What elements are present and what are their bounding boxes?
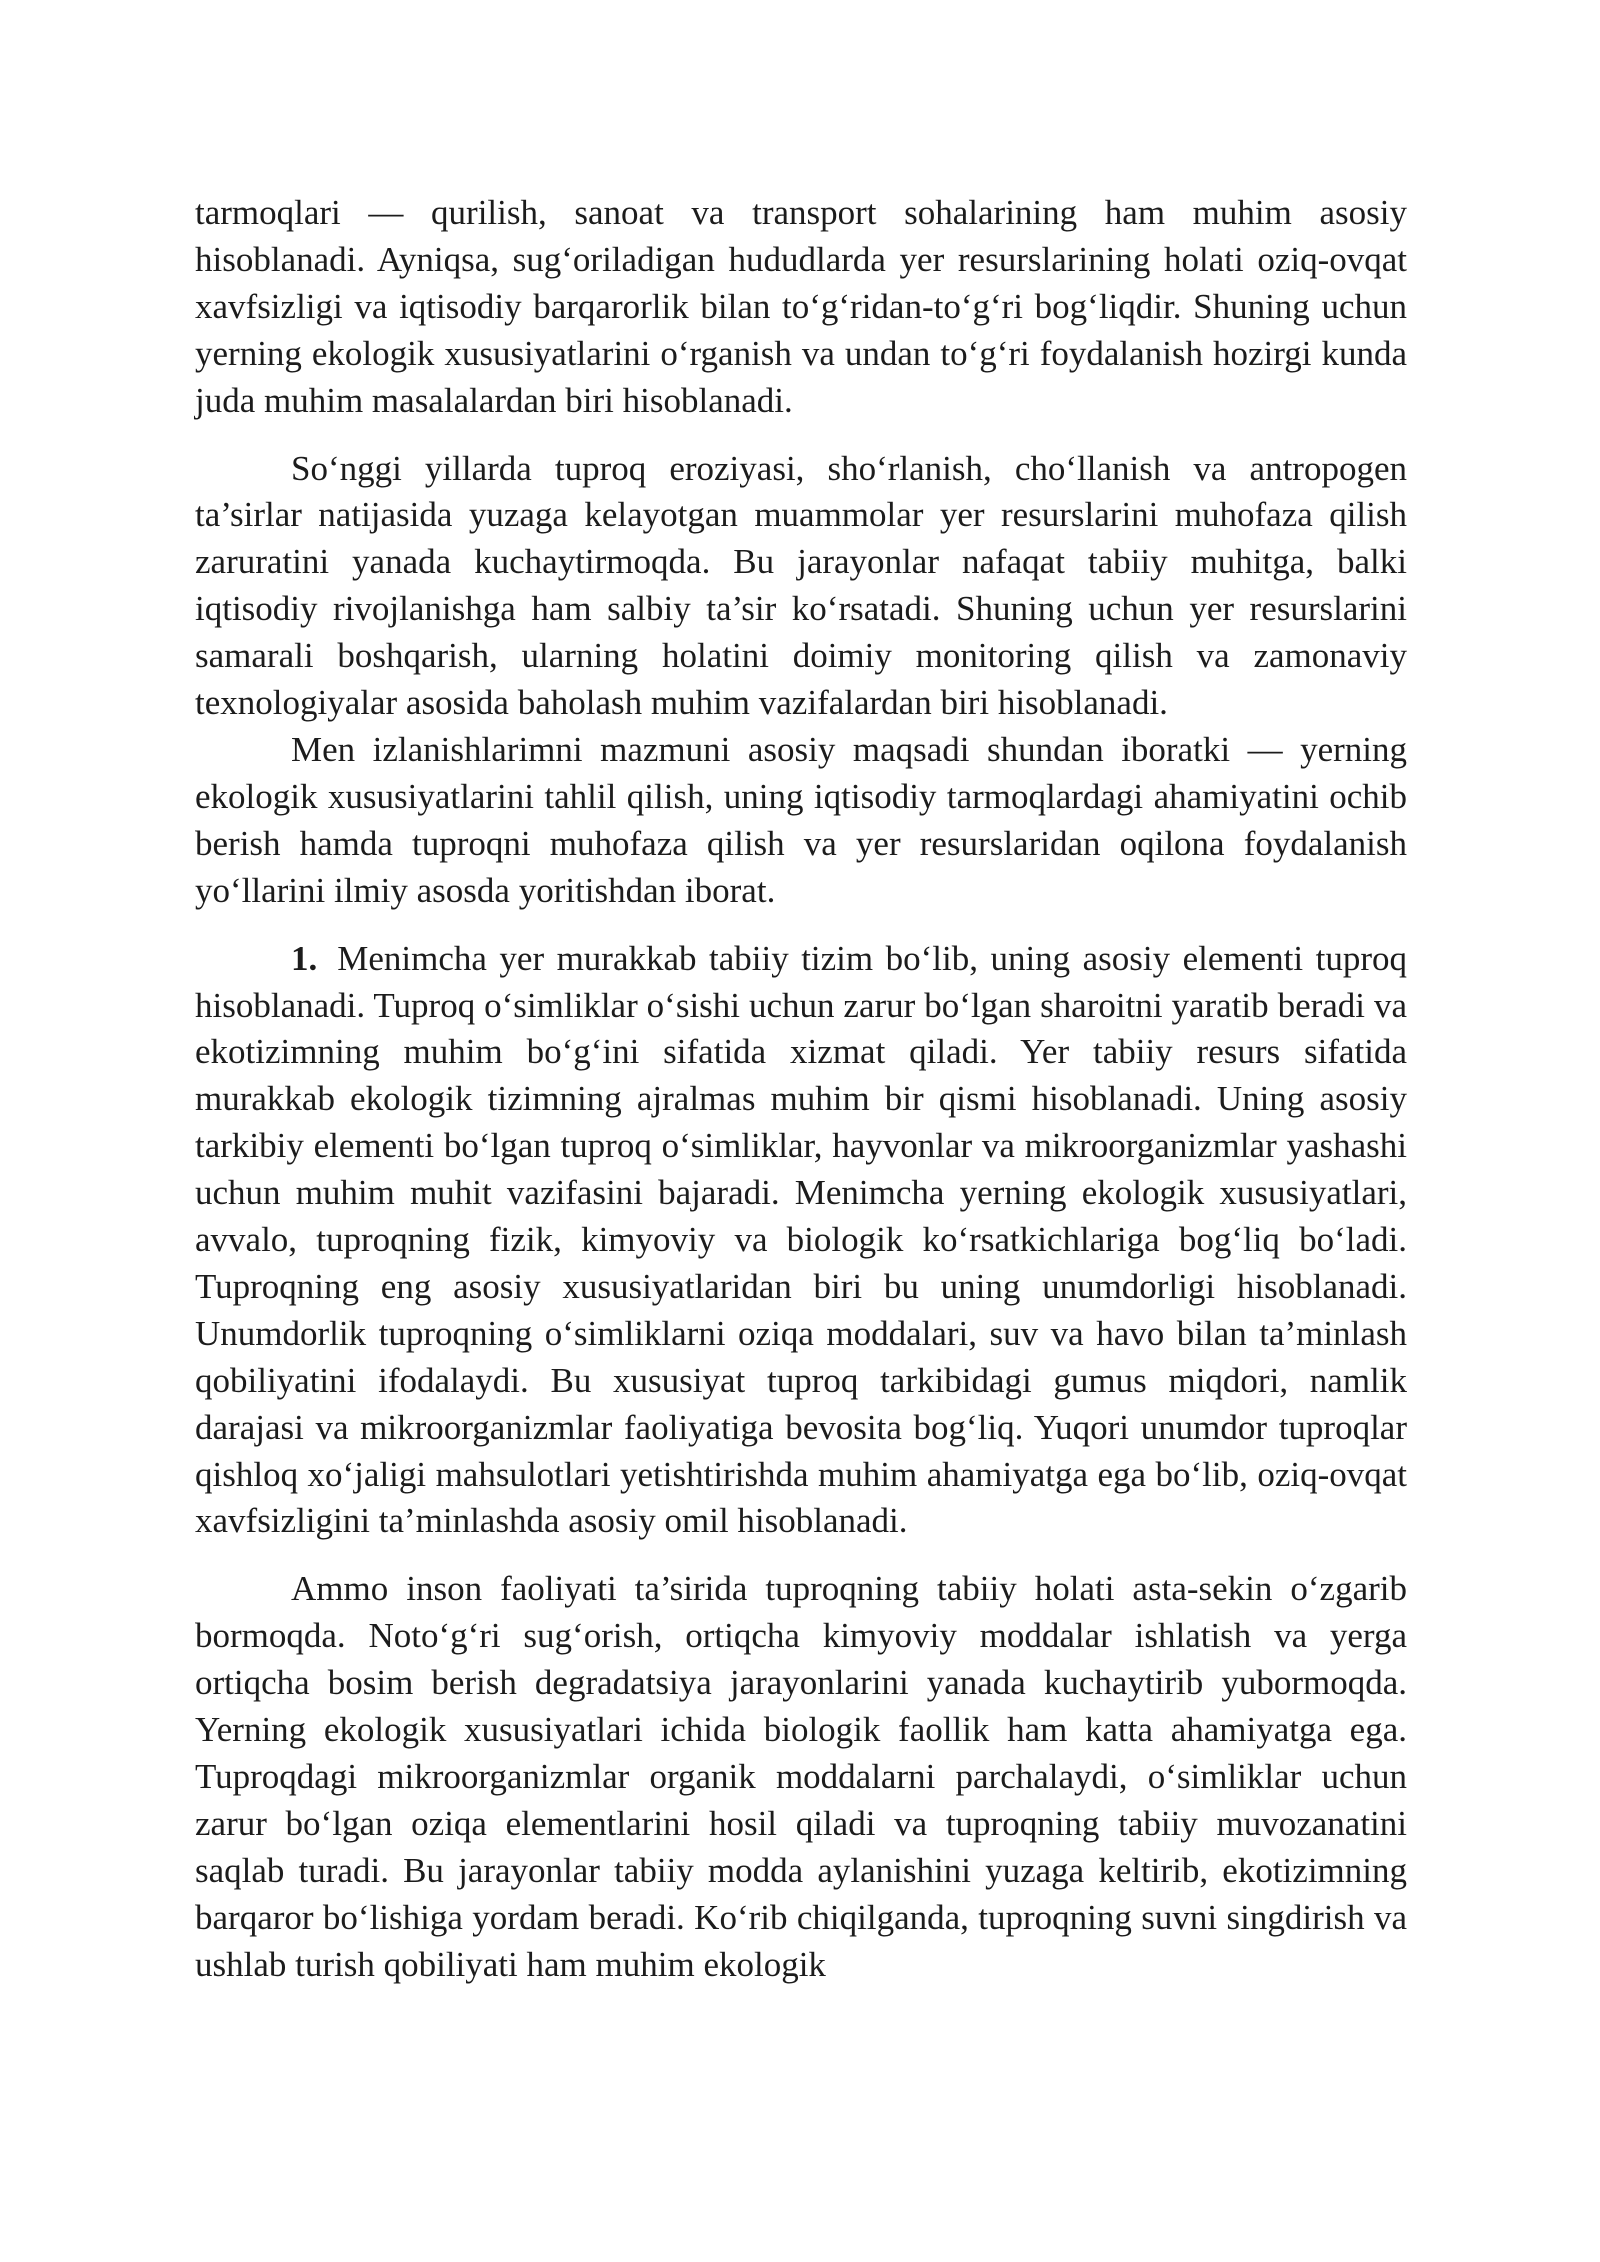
paragraph-soil-properties: Menimcha yer murakkab tabiiy tizim bo‘lib, uning asosiy elementi tuproq hisoblanadi. Tuproq o‘simliklar o‘sishi uchun zarur bo‘lgan sharoitni yaratib beradi va ekotizimning muhim bo‘g‘ini sifatida xizmat qiladi. Yer tabiiy resurs sifatida murakkab ekologik tizimning ajralmas muhim bir qismi hisoblanadi. Uning asosiy tarkibiy elementi bo‘lgan tuproq o‘simliklar, hayvonlar va mikroorganizmlar yashashi uchun muhim muhit vazifasini bajaradi. Menimcha yerning ekologik xususiyatlari, avvalo, tuproqning fizik, kimyoviy va biologik ko‘rsatkichlariga bog‘liq bo‘ladi. Tuproqning eng asosiy xususiyatlaridan biri bu uning unumdorligi hisoblanadi. Unumdorlik tuproqning o‘simliklarni oziqa moddalari, suv va havo bilan ta’minlash qobiliyatini ifodalaydi. Bu xususiyat tuproq tarkibidagi gumus miqdori, namlik darajasi va mikroorganizmlar faoliyatiga bevosita bog‘liq. Yuqori unumdor tuproqlar qishloq xo‘jaligi mahsulotlari yetishtirishda muhim ahamiyatga ega bo‘lib, oziq-ovqat xavfsizligini ta’minlashda asosiy omil hisoblanadi. [195,938,1407,1541]
paragraph-human-impact: Ammo inson faoliyati ta’sirida tuproqning tabiiy holati asta-sekin o‘zgarib bormoqda. Noto‘g‘ri sug‘orish, ortiqcha kimyoviy moddalar ishlatish va yerga ortiqcha bosim berish degradatsiya jarayonlarini yanada kuchaytirib yubormoqda. Yerning ekologik xususiyatlari ichida biologik faollik ham katta ahamiyatga ega. Tuproqdagi mikroorganizmlar organik moddalarni parchalaydi, o‘simliklar uchun zarur bo‘lgan oziqa elementlarini hosil qiladi va tuproqning tabiiy muvozanatini saqlab turadi. Bu jarayonlar tabiiy modda aylanishini yuzaga keltirib, ekotizimning barqaror bo‘lishiga yordam beradi. Ko‘rib chiqilganda, tuproqning suvni singdirish va ushlab turish qobiliyati ham muhim ekologik [195,1569,1407,1984]
paragraph-continuation: tarmoqlari — qurilish, sanoat va transport sohalarining ham muhim asosiy hisoblanadi. Ayniqsa, sug‘oriladigan hududlarda yer resurslarining holati oziq-ovqat xavfsizligi va iqtisodiy barqarorlik bilan to‘g‘ridan-to‘g‘ri bog‘liqdir. Shuning uchun yerning ekologik xususiyatlarini o‘rganish va undan to‘g‘ri foydalanish hozirgi kunda juda muhim masalalardan biri hisoblanadi. [195,193,1407,420]
document-page [195,190,1407,1989]
paragraph-numbered-1 [195,936,1407,1546]
paragraph-research-aim: Men izlanishlarimni mazmuni asosiy maqsadi shundan iboratki — yerning ekologik xususiyatlarini tahlil qilish, uning iqtisodiy tarmoqlardagi ahamiyatini ochib berish hamda tuproqni muhofaza qilish va yer resurslaridan oqilona foydalanish yo‘llarini ilmiy asosda yoritishdan iborat. [195,729,1407,910]
list-number: 1. [291,938,318,978]
paragraph-land-degradation: So‘nggi yillarda tuproq eroziyasi, sho‘rlanish, cho‘llanish va antropogen ta’sirlar natijasida yuzaga kelayotgan muammolar yer resurslarini muhofaza qilish zaruratini yanada kuchaytirmoqda. Bu jarayonlar nafaqat tabiiy muhitga, balki iqtisodiy rivojlanishga ham salbiy ta’sir ko‘rsatadi. Shuning uchun yer resurslarini samarali boshqarish, ularning holatini doimiy monitoring qilish va zamonaviy texnologiyalar asosida baholash muhim vazifalardan biri hisoblanadi. [195,448,1407,723]
